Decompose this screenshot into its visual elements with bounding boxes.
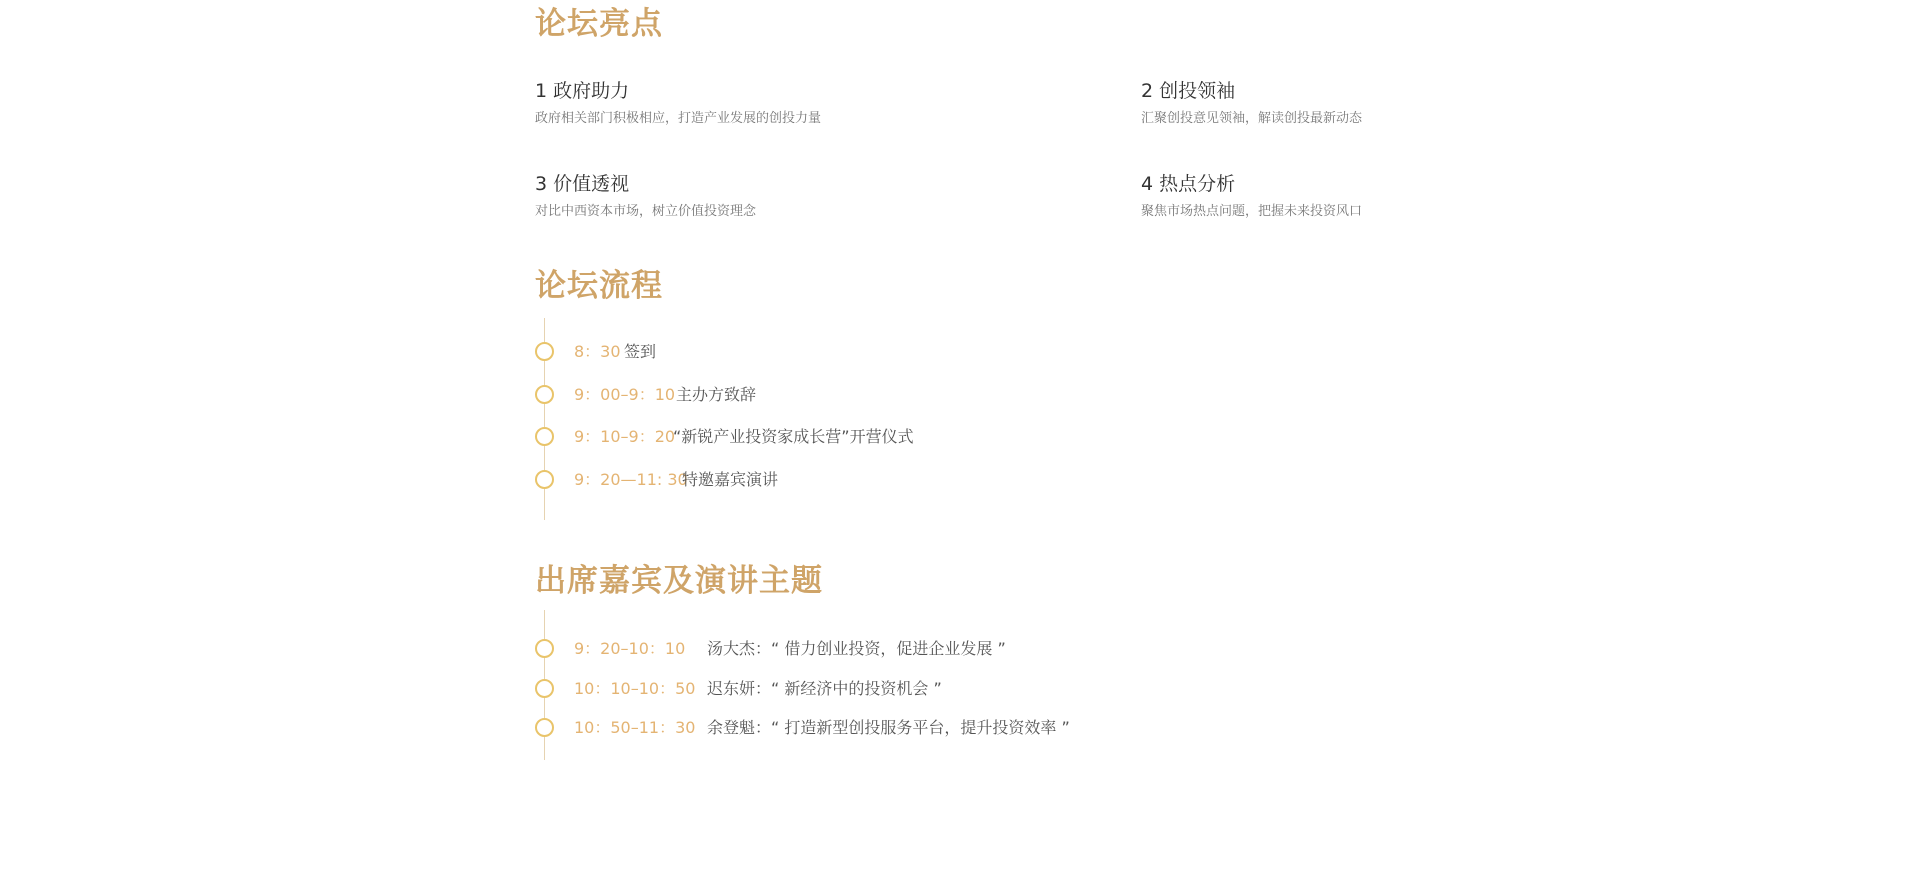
highlight-title: 2 创投领袖	[1141, 80, 1236, 102]
timeline-text: 主办方致辞	[676, 385, 757, 404]
timeline-dot-icon	[535, 470, 554, 489]
timeline-text: “新锐产业投资家成长营”开营仪式	[673, 427, 914, 446]
highlight-desc: 对比中西资本市场，树立价值投资理念	[535, 204, 757, 219]
highlight-title: 1 政府助力	[535, 80, 630, 102]
speaker-time: 9：20–10：10	[574, 639, 686, 658]
process-title: 论坛流程	[535, 268, 663, 304]
timeline-time: 8：30	[574, 342, 621, 361]
highlight-title: 3 价值透视	[535, 173, 630, 195]
timeline-time: 9：10–9：20	[574, 427, 676, 446]
timeline-text: 签到	[624, 342, 657, 361]
speaker-time: 10：50–11：30	[574, 718, 696, 737]
highlight-item-value	[535, 175, 756, 218]
speaker-topic: 迟东妍：“ 新经济中的投资机会 ”	[707, 679, 942, 698]
speakers-title: 出席嘉宾及演讲主题	[535, 563, 823, 599]
timeline-dot-icon	[535, 385, 554, 404]
timeline-time: 9：00–9：10	[574, 385, 676, 404]
timeline-dot-icon	[535, 639, 554, 658]
highlight-item-leaders	[1141, 82, 1362, 125]
speaker-topic: 余登魁：“ 打造新型创投服务平台，提升投资效率 ”	[707, 718, 1070, 737]
highlight-desc: 汇聚创投意见领袖，解读创投最新动态	[1141, 111, 1363, 126]
timeline-dot-icon	[535, 679, 554, 698]
highlight-desc: 聚焦市场热点问题，把握未来投资风口	[1141, 204, 1363, 219]
highlight-title: 4 热点分析	[1141, 173, 1236, 195]
speaker-topic: 汤大杰：“ 借力创业投资，促进企业发展 ”	[707, 639, 1006, 658]
highlight-item-hotspot	[1141, 175, 1362, 218]
timeline-dot-icon	[535, 427, 554, 446]
highlight-desc: 政府相关部门积极相应，打造产业发展的创投力量	[535, 111, 822, 126]
timeline-text: 特邀嘉宾演讲	[682, 470, 779, 489]
speaker-time: 10：10–10：50	[574, 679, 696, 698]
timeline-time: 9：20—11: 30	[574, 470, 688, 489]
timeline-dot-icon	[535, 342, 554, 361]
highlight-item-government	[535, 82, 821, 125]
timeline-dot-icon	[535, 718, 554, 737]
highlights-title: 论坛亮点	[535, 6, 663, 42]
